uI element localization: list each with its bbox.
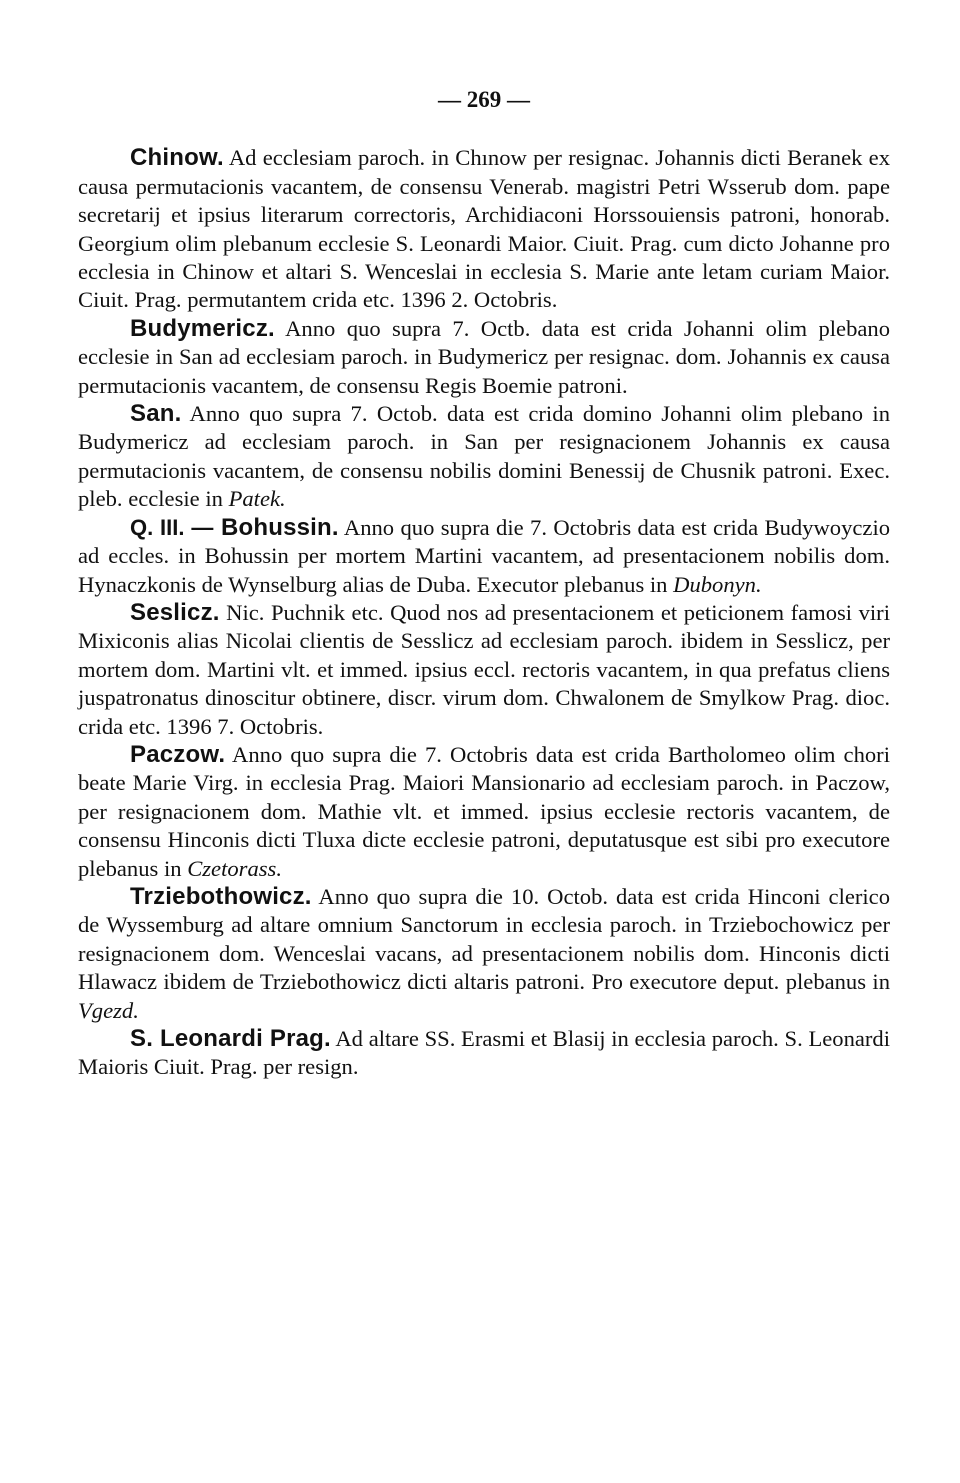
entry-heading: Paczow.	[130, 740, 226, 768]
page-number: — 269 —	[438, 87, 530, 112]
entry-prefix: Q. III. —	[130, 514, 214, 540]
entry-body: Anno quo supra die 7. Octobris data est crida Bartholomeo olim chori beate Marie Virg. in ecclesia Prag. Maiori Mansionario ad ecclesiam paroch. in Paczow, per resignacionem dom. Mathie vlt. et immed. ipsius ecclesie rectoris vacantem, de consensu Hinconis dicti Tluxa dicte ecclesie patroni, deputatusque est sibi pro executore plebanus in	[78, 741, 890, 881]
entry-italic-tail: Vgezd.	[78, 997, 139, 1023]
entry-body: Anno quo supra 7. Octb. data est crida Johanni olim plebano ecclesie in San ad ecclesiam paroch. in Budymericz per resignac. dom. Johannis ex causa permutacionis vacantem, de consensu Regis Boemie patroni.	[78, 315, 890, 398]
entry-heading: Trziebothowicz.	[130, 882, 312, 910]
entry-seslicz	[78, 599, 890, 741]
entry-body: Ad ecclesiam paroch. in Chınow per resignac. Johannis dicti Beranek ex causa permutacionis vacantem, de consensu Venerab. magistri Petri Wsserub dom. pape secretarij et ipsius literarum correctoris, Archidiaconi Horssouiensis patroni, honorab. Georgium olim plebanum ecclesie S. Leonardi Maior. Ciuit. Prag. cum dicto Johanne pro ecclesia in Chinow et altari S. Wenceslai in ecclesia S. Marie ante letam curiam Maior. Ciuit. Prag. permutantem crida etc. 1396 2. Octobris.	[78, 145, 890, 313]
entry-paczow	[78, 741, 890, 883]
entry-italic-tail: Dubonyn.	[673, 571, 762, 597]
entry-trziebothowicz	[78, 883, 890, 1025]
entry-body: Ad altare SS. Erasmi et Blasij in ecclesia paroch. S. Leonardi Maioris Ciuit. Prag. per resign.	[78, 1026, 890, 1080]
entry-heading: Bohussin.	[213, 513, 339, 541]
entry-body: Anno quo supra die 7. Octobris data est crida Budywoyczio ad eccles. in Bohussin per mortem Martini vacantem, ad presentacionem nobilis dom. Hynaczkonis de Wynselburg alias de Duba. Executor plebanus in	[78, 514, 891, 597]
entry-chinow	[78, 144, 890, 314]
entry-s-leonardi	[78, 1025, 890, 1082]
entry-italic-tail: Czetorass.	[187, 855, 282, 881]
entry-italic-tail: Patek.	[228, 486, 286, 512]
entry-heading: San.	[130, 400, 182, 428]
entry-bohussin	[78, 514, 890, 599]
entry-body: Anno quo supra die 10. Octob. data est crida Hinconi clerico de Wyssemburg ad altare omnium Sanctorum in ecclesia paroch. in Trziebochowicz per resignacionem dom. Wenceslai vacans, ad presentacionem nobilis dom. Hinconis dicti Hlawacz ibidem de Trziebothowicz dicti altaris patroni. Pro executore deput. plebanus in	[78, 883, 890, 995]
document-page	[78, 86, 890, 1082]
entry-heading: S. Leonardi Prag.	[130, 1025, 331, 1052]
entry-budymericz	[78, 315, 890, 400]
entry-heading: Chinow.	[130, 144, 224, 172]
entry-body: Anno quo supra 7. Octob. data est crida domino Johanni olim plebano in Budymericz ad ecclesiam paroch. in San per resignacionem Johannis ex causa permutacionis vacantem, de consensu nobilis domini Benessij de Chusnik patroni. Exec. pleb. ecclesie in	[78, 401, 890, 512]
entry-heading: Budymericz.	[130, 314, 275, 342]
entry-body: Nic. Puchnik etc. Quod nos ad presentacionem et peticionem famosi viri Mixiconis alias Nicolai clientis de Sesslicz ad ecclesiam paroch. ibidem in Sesslicz, per mortem dom. Martini vlt. et immed. ipsius eccl. rectoris vacantem, in qua prefatus cliens juspatronatus dinoscitur obtinere, discr. virum dom. Chwalonem de Smylkow Prag. dioc. crida etc. 1396 7. Octobris.	[78, 599, 890, 739]
entry-san	[78, 400, 890, 514]
entry-heading: Seslicz.	[130, 598, 220, 626]
